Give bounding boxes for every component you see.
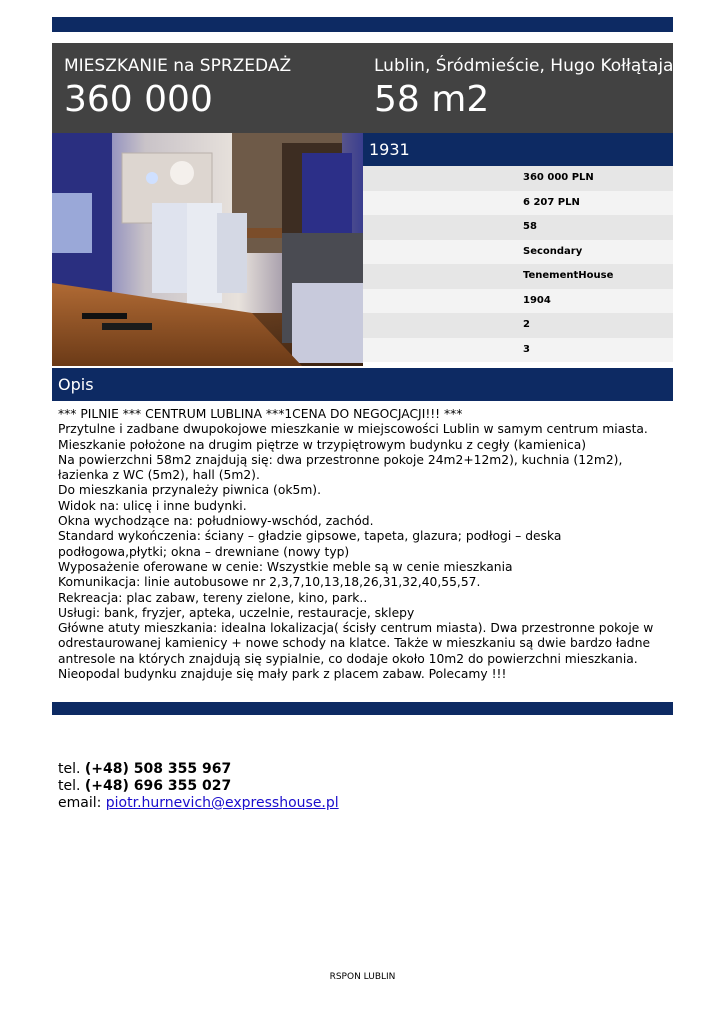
tel-label: tel.	[58, 761, 81, 777]
header-right	[374, 55, 673, 121]
detail-row-area: 58	[363, 215, 673, 240]
description-line: Usługi: bank, fryzjer, apteka, uczelnie, restauracje, sklepy	[58, 605, 415, 620]
contact-phone-1	[58, 761, 339, 778]
email-link[interactable]: piotr.hurnevich@expresshouse.pl	[105, 795, 339, 811]
listing-type: MIESZKANIE na SPRZEDAŻ	[64, 56, 292, 76]
description-line: Okna wychodzące na: południowy-wschód, zachód.	[58, 514, 374, 529]
divider-bar	[52, 702, 673, 715]
detail-row-floor: 3	[363, 338, 673, 363]
apartment-photo-image	[52, 133, 363, 366]
detail-row-build-year: 1904	[363, 289, 673, 314]
contact-phone-2	[58, 778, 339, 795]
tel-label: tel.	[58, 778, 81, 794]
description-text	[58, 407, 670, 682]
detail-row-price: 360 000 PLN	[363, 166, 673, 191]
footer-text: RSPON LUBLIN	[329, 972, 396, 982]
description-line: Mieszkanie położone na drugim piętrze w trzypiętrowym budynku z cegły (kamienica)	[58, 437, 587, 452]
detail-row-building-type: TenementHouse	[363, 264, 673, 289]
listing-price: 360 000	[64, 79, 213, 120]
email-label: email:	[58, 795, 102, 811]
description-line: Rekreacja: plac zabaw, tereny zielone, kino, park..	[58, 590, 368, 605]
detail-row-market: Secondary	[363, 240, 673, 265]
description-line: Na powierzchni 58m2 znajdują się: dwa przestronne pokoje 24m2+12m2), kuchnia (12m2), łazienka z WC (5m2), hall (5m2).	[58, 452, 623, 483]
description-line: Wyposażenie oferowane w cenie: Wszystkie meble są w cenie mieszkania	[58, 559, 513, 574]
apartment-photo	[52, 133, 363, 366]
description-line: Przytulne i zadbane dwupokojowe mieszkanie w miejscowości Lublin w samym centrum miasta.	[58, 422, 648, 437]
listing-location: Lublin, Śródmieście, Hugo Kołłątaja	[374, 56, 674, 76]
contact-email	[58, 795, 339, 812]
description-line: Komunikacja: linie autobusowe nr 2,3,7,10,13,18,26,31,32,40,55,57.	[58, 575, 481, 590]
description-line: *** PILNIE *** CENTRUM LUBLINA ***1CENA DO NEGOCJACJI!!! ***	[58, 407, 463, 421]
detail-row-price-per-m2: 6 207 PLN	[363, 191, 673, 216]
listing-area: 58 m2	[374, 79, 490, 120]
top-decorative-bar	[52, 17, 673, 32]
phone-number-2: (+48) 696 355 027	[84, 778, 232, 794]
description-line: Główne atuty mieszkania: idealna lokalizacja( ścisły centrum miasta). Dwa przestronne pokoje w odrestaurowanej kamienicy + nowe schody na klatce. Także w mieszkaniu są dwie bardzo ładne antresole na których znajdują się sypialnie, co dodaje około 10m2 do powierzchni mieszkania. Nieopodal budynku znajduje się mały park z placem zabaw. Polecamy !!!	[58, 621, 654, 682]
description-line: Widok na: ulicę i inne budynki.	[58, 498, 247, 513]
description-line: Do mieszkania przynależy piwnica (ok5m).	[58, 483, 322, 498]
description-line: Standard wykończenia: ściany – gładzie gipsowe, tapeta, glazura; podłogi – deska podłogowa,płytki; okna – drewniane (nowy typ)	[58, 529, 562, 559]
phone-number-1: (+48) 508 355 967	[84, 761, 232, 777]
listing-header	[52, 43, 673, 133]
details-table	[363, 166, 673, 362]
description-header: Opis	[52, 368, 673, 401]
header-left	[64, 55, 291, 121]
contact-block	[58, 761, 339, 812]
detail-row-rooms: 2	[363, 313, 673, 338]
details-header: 1931	[363, 133, 673, 166]
